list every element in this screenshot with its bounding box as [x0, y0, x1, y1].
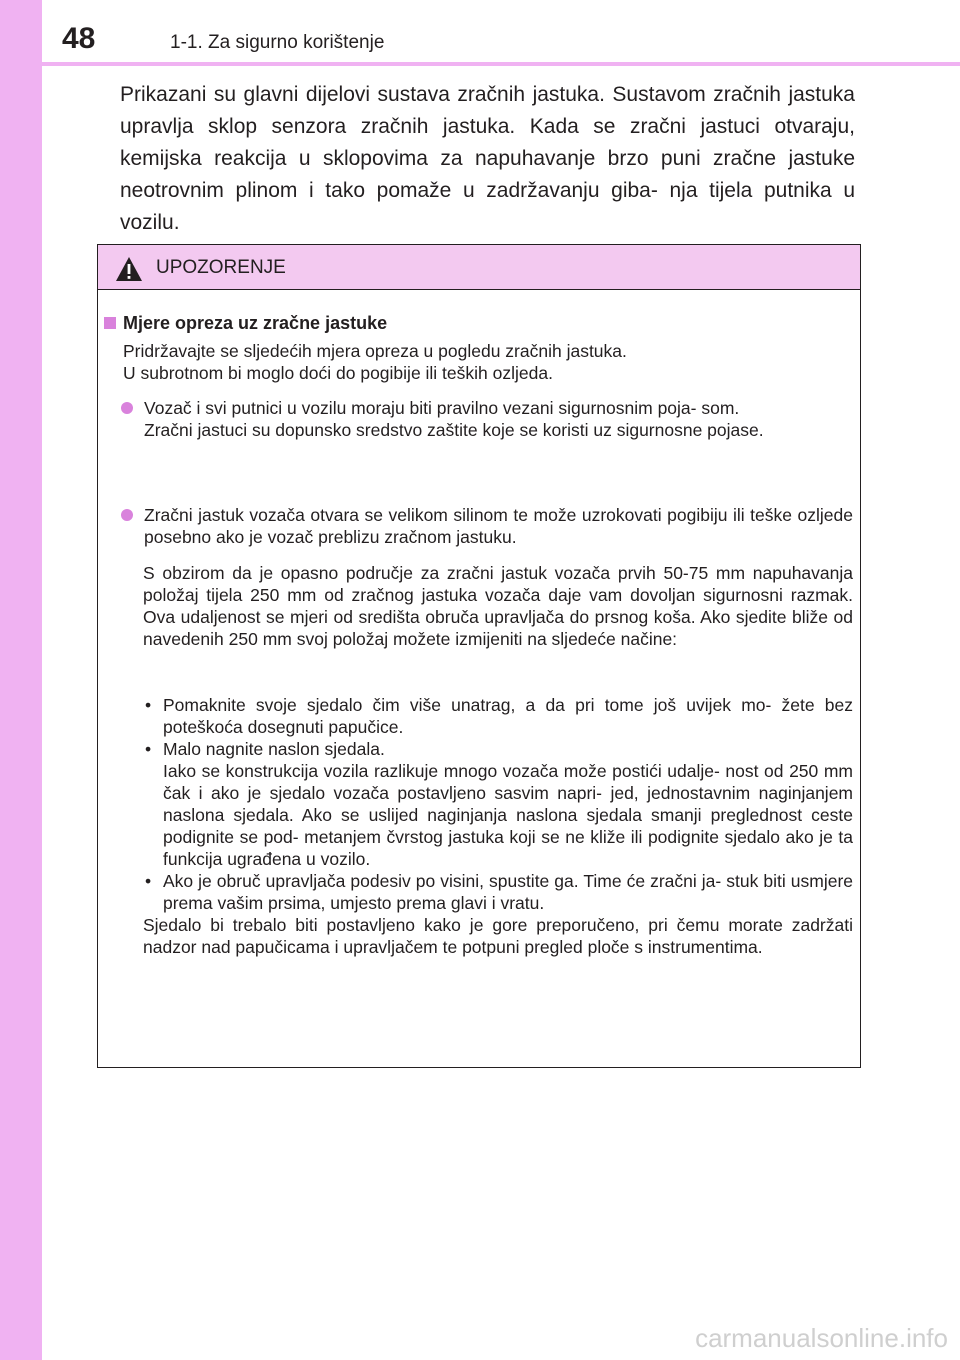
closing-paragraph: Sjedalo bi trebalo biti postavljeno kako je gore preporučeno, pri čemu morate zadržati nadzor nad papučicama i upravljačem te potpuni pregled ploče s instrumentima.: [143, 915, 853, 957]
watermark: carmanualsonline.info: [695, 1323, 948, 1353]
bullet-seatbelts-b: Zračni jastuci su dopunsko sredstvo zaštite koje se koristi uz sigurnosne pojase.: [144, 420, 764, 440]
intro-paragraph: Prikazani su glavni dijelovi sustava zračnih jastuka. Sustavom zračnih jastuka upravlja sklop senzora zračnih jastuka. Kada se zračni jastuci otvaraju, kemijska reakcija u sklopovima za napuhavanje brzo puni zračne jastuke neotrovnim plinom i tako pomaže u zadržavanju giba- nja tijela putnika u vozilu.: [120, 83, 855, 234]
list-item-steering-wheel: • Ako je obruč upravljača podesiv po visini, spustite ga. Time će zračni ja- stuk biti usmjere prema vašim prsima, umjesto prema glavi i vratu.: [143, 870, 853, 914]
bullet-driver-airbag-text: Zračni jastuk vozača otvara se velikom silinom te može uzrokovati pogibiju ili teške ozljede posebno ako je vozač preblizu zračnom jastuku.: [144, 505, 853, 547]
bullet-seatbelts-a: Vozač i svi putnici u vozilu moraju biti pravilno vezani sigurnosnim poja- som.: [144, 398, 740, 418]
side-color-strip: [0, 0, 42, 1360]
warning-label: UPOZORENJE: [156, 257, 286, 278]
list-item-recline-detail: Iako se konstrukcija vozila razlikuje mnogo vozača može postići udalje- nost od 250 mm čak i ako je sjedalo vozača postavljeno sasvim napri- jed, jednostavnim naginjanjem naslona sjedala. Ako se uslijed naginjanja naslona sjedala smanji preglednost ceste podignite se pod- metanjem čvrstog jastuka koji se ne kliže ili podignite sjedalo ako je ta funkcija ugrađena u vozilo.: [163, 761, 853, 869]
adjustment-list: [143, 694, 853, 958]
square-bullet-icon: [104, 317, 116, 329]
round-bullet-icon: [121, 509, 133, 521]
round-bullet-icon: [121, 402, 133, 414]
precaution-line-2: U subrotnom bi moglo doći do pogibije ili teških ozljeda.: [123, 363, 553, 383]
distance-paragraph: S obzirom da je opasno područje za zračni jastuk vozača prvih 50-75 mm napuhavanja položaj tijela 250 mm od zračnog jastuka vozača daje vam dovoljan sigurnosni razmak. Ova udaljenost se mjeri od središta obruča upravljača do prsnog koša. Ako sjedite bliže od navedenih 250 mm svoj položaj možete izmijeniti na sljedeće načine:: [143, 563, 853, 649]
list-item-move-seat: • Pomaknite svoje sjedalo čim više unatrag, a da pri tome još uvijek mo- žete bez poteškoća dosegnuti papučice.: [143, 694, 853, 738]
warning-heading-text: Mjere opreza uz zračne jastuke: [123, 313, 388, 333]
warning-box: [97, 244, 861, 1068]
precaution-line-1: Pridržavajte se sljedećih mjera opreza u pogledu zračnih jastuka.: [123, 341, 627, 361]
bullet-driver-airbag: [124, 504, 853, 548]
section-title: 1-1. Za sigurno korištenje: [170, 32, 385, 53]
header-divider: [42, 62, 960, 66]
list-item-recline: • Malo nagnite naslon sjedala.: [143, 738, 853, 760]
precaution-intro: [123, 340, 853, 384]
page-number: 48: [62, 22, 96, 55]
warning-header: [98, 245, 860, 290]
warning-triangle-icon: [115, 256, 143, 282]
bullet-seatbelts: [124, 397, 853, 441]
warning-heading: [104, 312, 387, 334]
